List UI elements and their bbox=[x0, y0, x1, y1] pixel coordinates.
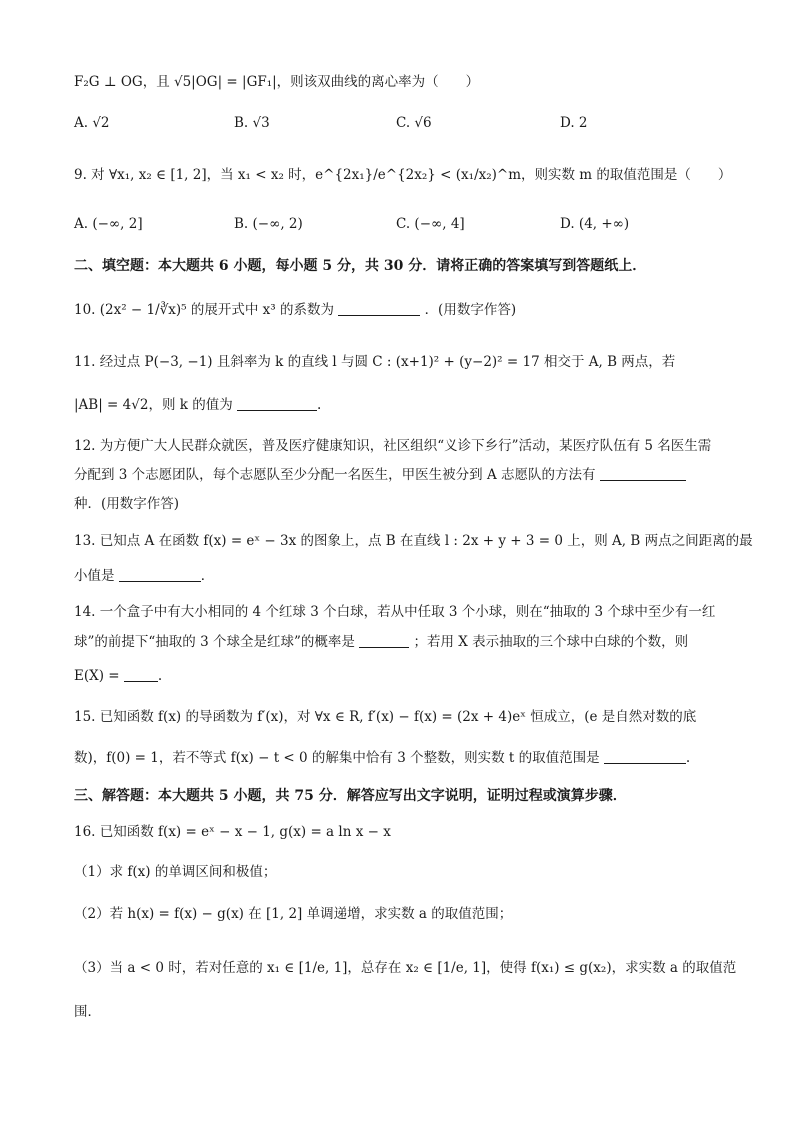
q8-continuation: F₂G ⊥ OG，且 √5|OG| = |GF₁|，则该双曲线的离心率为（ ） bbox=[74, 74, 480, 90]
q8-option-b: B. √3 bbox=[234, 115, 270, 131]
q9-option-b: B. (−∞, 2) bbox=[234, 216, 303, 232]
question-15-line1: 15. 已知函数 f(x) 的导函数为 f′(x)，对 ∀x ∈ R, f′(x) − f(x) = (2x + 4)eˣ 恒成立，(e 是自然对数的底 bbox=[74, 709, 697, 725]
question-11-line1: 11. 经过点 P(−3, −1) 且斜率为 k 的直线 l 与圆 C : (x+1)² + (y−2)² = 17 相交于 A, B 两点，若 bbox=[74, 354, 676, 370]
q10-text: 10. (2x² − 1/∛x)⁵ 的展开式中 x³ 的系数为 bbox=[74, 302, 334, 318]
question-13-line2: 小值是 ． bbox=[74, 568, 215, 584]
question-15-line2: 数)，f(0) = 1，若不等式 f(x) − t < 0 的解集中恰有 3 个整数，则实数 t 的取值范围是 . bbox=[74, 750, 691, 766]
q14-text-c: E(X) = bbox=[74, 668, 120, 684]
question-13-line1: 13. 已知点 A 在函数 f(x) = eˣ − 3x 的图象上，点 B 在直线 l : 2x + y + 3 = 0 上，则 A, B 两点之间距离的最 bbox=[74, 533, 753, 549]
q14-answer-blank-1 bbox=[359, 633, 409, 648]
question-12-line3: 种．(用数字作答) bbox=[74, 496, 180, 512]
question-12-line1: 12. 为方便广大人民群众就医，普及医疗健康知识，社区组织“义诊下乡行”活动，某医疗队伍有 5 名医生需 bbox=[74, 438, 712, 454]
q15-answer-blank bbox=[604, 749, 686, 764]
q8-option-c: C. √6 bbox=[396, 115, 432, 131]
question-14-line1: 14. 一个盒子中有大小相同的 4 个红球 3 个白球，若从中任取 3 个小球，则在“抽取的 3 个球中至少有一红 bbox=[74, 604, 716, 620]
q13-text: 小值是 bbox=[74, 568, 115, 584]
q16-part-3-line2: 围． bbox=[74, 1004, 101, 1020]
section-2-heading: 二、填空题：本大题共 6 小题，每小题 5 分，共 30 分．请将正确的答案填写到答题纸上． bbox=[74, 258, 647, 274]
q11-text: |AB| = 4√2，则 k 的值为 bbox=[74, 397, 233, 413]
q14-text-b: ；若用 X 表示抽取的三个球中白球的个数，则 bbox=[413, 634, 689, 650]
q10-answer-blank bbox=[338, 301, 420, 316]
q9-options bbox=[74, 216, 734, 238]
q16-part-1: （1）求 f(x) 的单调区间和极值； bbox=[74, 864, 277, 880]
q14-text-a: 球”的前提下“抽取的 3 个球全是红球”的概率是 bbox=[74, 634, 355, 650]
question-14-line3: E(X) = . bbox=[74, 668, 163, 684]
question-14-line2 bbox=[74, 632, 724, 652]
question-11-line2: |AB| = 4√2，则 k 的值为 . bbox=[74, 397, 322, 413]
question-9: 9. 对 ∀x₁, x₂ ∈ [1, 2]，当 x₁ < x₂ 时，e^{2x₁}/e^{2x₂} < (x₁/x₂)^m，则实数 m 的取值范围是（ ） bbox=[74, 167, 732, 183]
section-3-heading: 三、解答题：本大题共 5 小题，共 75 分．解答应写出文字说明，证明过程或演算步骤． bbox=[74, 788, 627, 804]
q9-option-c: C. (−∞, 4] bbox=[396, 216, 465, 232]
q12-text: 分配到 3 个志愿团队，每个志愿队至少分配一名医生，甲医生被分到 A 志愿队的方法有 bbox=[74, 467, 596, 483]
q16-part-2: （2）若 h(x) = f(x) − g(x) 在 [1, 2] 单调递增，求实数 a 的取值范围； bbox=[74, 906, 513, 922]
q8-option-a: A. √2 bbox=[74, 115, 110, 131]
q13-answer-blank bbox=[119, 567, 201, 582]
q9-option-a: A. (−∞, 2] bbox=[74, 216, 143, 232]
q11-answer-blank bbox=[237, 396, 317, 411]
q8-options bbox=[74, 115, 734, 137]
q12-answer-blank bbox=[600, 466, 686, 481]
question-10 bbox=[74, 300, 724, 320]
q16-part-3-line1: （3）当 a < 0 时，若对任意的 x₁ ∈ [1/e, 1]，总存在 x₂ ∈ [1/e, 1]，使得 f(x₁) ≤ g(x₂)，求实数 a 的取值范 bbox=[74, 960, 737, 976]
q10-note: ．(用数字作答) bbox=[424, 302, 517, 318]
q8-option-d: D. 2 bbox=[560, 115, 588, 131]
q14-answer-blank-2 bbox=[124, 667, 158, 682]
question-16: 16. 已知函数 f(x) = eˣ − x − 1, g(x) = a ln x − x bbox=[74, 824, 391, 840]
q15-text: 数)，f(0) = 1，若不等式 f(x) − t < 0 的解集中恰有 3 个整数，则实数 t 的取值范围是 bbox=[74, 750, 600, 766]
q9-option-d: D. (4, +∞) bbox=[560, 216, 630, 232]
question-12-line2 bbox=[74, 465, 724, 485]
